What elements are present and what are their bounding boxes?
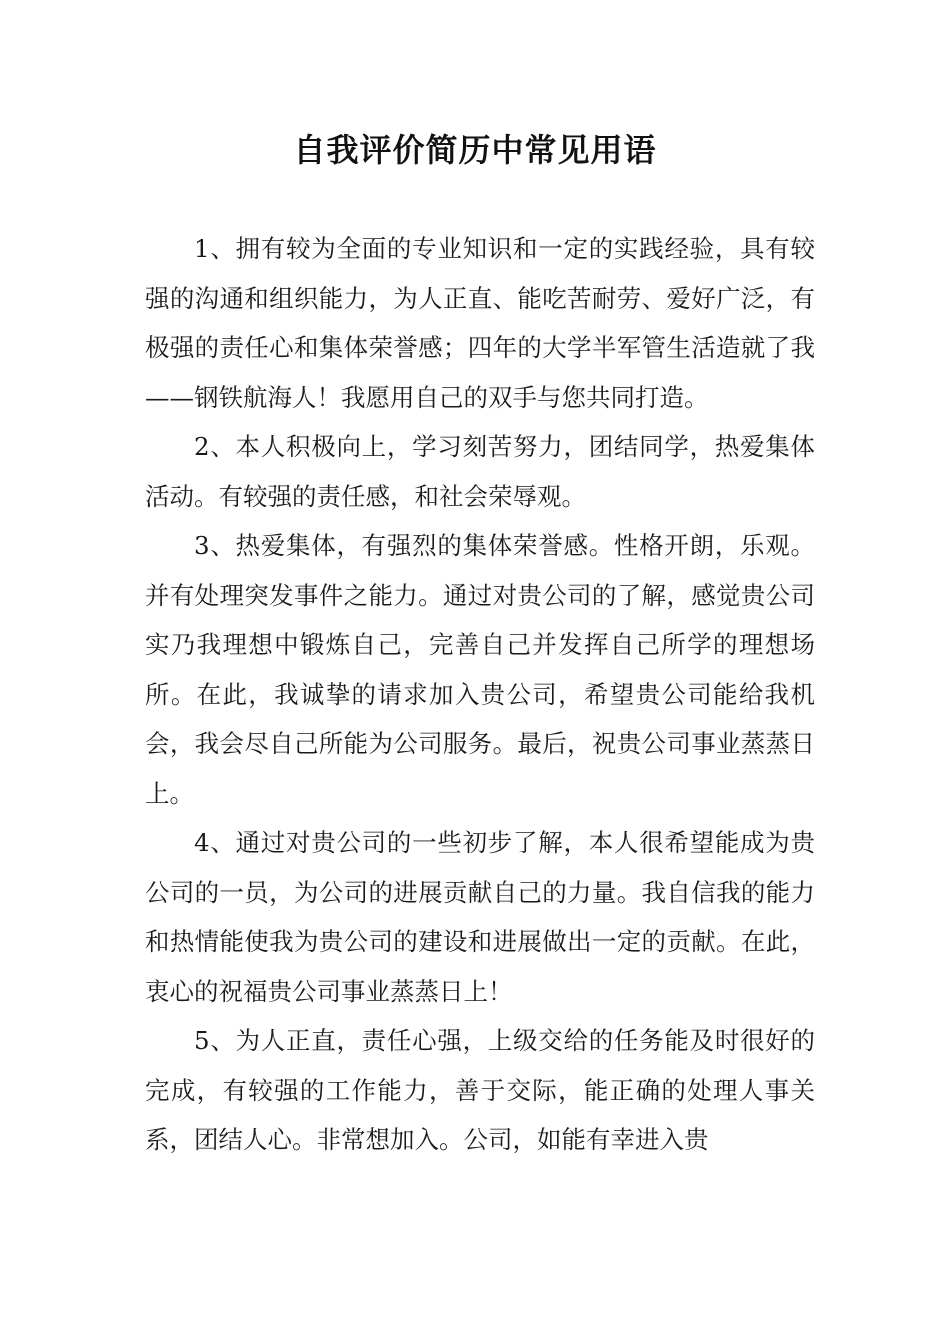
paragraph-1: 1、拥有较为全面的专业知识和一定的实践经验，具有较强的沟通和组织能力，为人正直、能吃苦耐劳、爱好广泛，有极强的责任心和集体荣誉感；四年的大学半军管生活造就了我——钢铁航海人！我愿用自己的双手与您共同打造。 (145, 234, 815, 412)
document-body (145, 224, 815, 1165)
paragraph-2: 2、本人积极向上，学习刻苦努力，团结同学，热爱集体活动。有较强的责任感，和社会荣辱观。 (145, 432, 815, 511)
paragraph-4: 4、通过对贵公司的一些初步了解，本人很希望能成为贵公司的一员，为公司的进展贡献自己的力量。我自信我的能力和热情能使我为贵公司的建设和进展做出一定的贡献。在此，衷心的祝福贵公司事业蒸蒸日上！ (145, 828, 815, 1006)
paragraph-3: 3、热爱集体，有强烈的集体荣誉感。性格开朗，乐观。并有处理突发事件之能力。通过对贵公司的了解，感觉贵公司实乃我理想中锻炼自己，完善自己并发挥自己所学的理想场所。在此，我诚挚的请求加入贵公司，希望贵公司能给我机会，我会尽自己所能为公司服务。最后，祝贵公司事业蒸蒸日上。 (145, 531, 815, 808)
paragraph-5: 5、为人正直，责任心强，上级交给的任务能及时很好的完成，有较强的工作能力，善于交际，能正确的处理人事关系，团结人心。非常想加入。公司，如能有幸进入贵 (145, 1026, 815, 1154)
page-title: 自我评价简历中常见用语 (293, 131, 657, 169)
